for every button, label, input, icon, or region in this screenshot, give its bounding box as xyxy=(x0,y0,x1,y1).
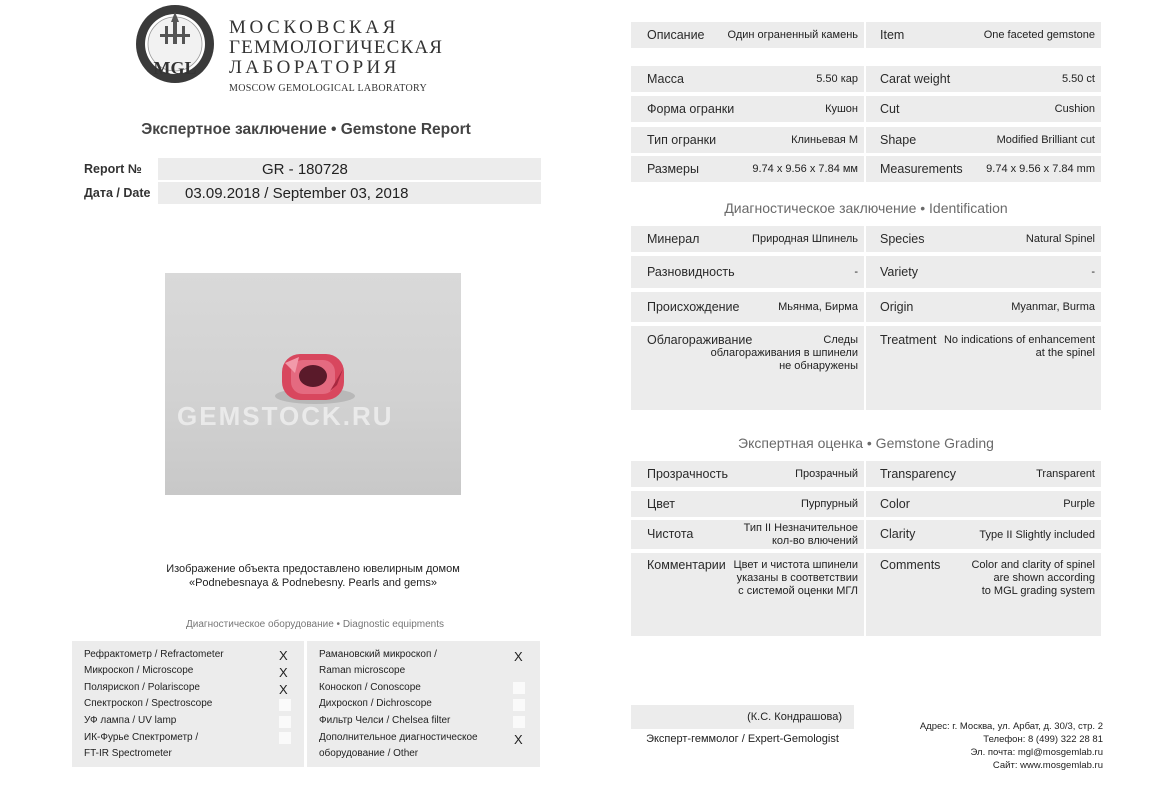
equipment-check: X xyxy=(279,682,288,697)
lab-name-ru-3: ЛАБОРАТОРИЯ xyxy=(229,57,400,78)
comments-en-label: Comments xyxy=(880,558,941,572)
property-en-value: Cushion xyxy=(1054,103,1095,115)
equipment-checkbox xyxy=(279,732,291,744)
equipment-checkbox xyxy=(279,699,291,711)
property-en-value: 5.50 ct xyxy=(1061,73,1095,85)
description-ru-label: Описание xyxy=(647,28,705,42)
grading-ru-row xyxy=(631,461,864,487)
identification-ru-value: - xyxy=(854,266,858,278)
identification-en-value: Myanmar, Burma xyxy=(1011,301,1095,313)
property-ru-label: Размеры xyxy=(647,162,699,176)
grading-ru-row xyxy=(631,491,864,517)
logo-text: MGL xyxy=(153,58,197,78)
equipment-label-2: FT-IR Spectrometer xyxy=(84,748,172,759)
photo-watermark: GEMSTOCK.RU xyxy=(177,401,394,431)
identification-en-label: Origin xyxy=(880,300,914,314)
gemstone-photo xyxy=(165,273,461,495)
equipment-check: X xyxy=(279,665,288,680)
property-ru-label: Форма огранки xyxy=(647,102,735,116)
grading-en-value: Transparent xyxy=(1036,468,1095,480)
treatment-en-value-2: at the spinel xyxy=(1035,347,1095,359)
lab-name-ru-2: ГЕММОЛОГИЧЕСКАЯ xyxy=(229,37,444,58)
grading-en-row xyxy=(866,461,1101,487)
grading-ru-label: Прозрачность xyxy=(647,467,728,481)
property-en-value: 9.74 x 9.56 x 7.84 mm xyxy=(986,163,1095,175)
property-en-row xyxy=(866,96,1101,122)
contact-email: Эл. почта: mgl@mosgemlab.ru xyxy=(970,747,1103,758)
identification-en-row xyxy=(866,226,1101,252)
photo-caption-1: Изображение объекта предоставлено ювелирным домом xyxy=(166,563,460,575)
contact-address: Адрес: г. Москва, ул. Арбат, д. 30/3, стр. 2 xyxy=(919,721,1103,732)
lab-logo xyxy=(132,4,218,86)
identification-en-row xyxy=(866,256,1101,288)
treatment-en-value-1: No indications of enhancement xyxy=(943,334,1095,346)
grading-ru-value: Прозрачный xyxy=(795,468,858,480)
identification-en-label: Variety xyxy=(880,265,918,279)
treatment-ru-label: Облагораживание xyxy=(647,333,753,347)
identification-title: Диагностическое заключение • Identification xyxy=(724,200,1008,216)
grading-en-label: Transparency xyxy=(880,467,956,481)
equipment-label-2: Raman microscope xyxy=(319,665,406,676)
identification-ru-value: Мьянма, Бирма xyxy=(778,301,858,313)
report-number-label: Report № xyxy=(84,162,142,176)
identification-ru-value: Природная Шпинель xyxy=(752,233,858,245)
comments-en-value-1: Color and clarity of spinel xyxy=(971,559,1095,571)
clarity-ru-value-1: Тип II Незначительное xyxy=(743,522,858,534)
identification-ru-label: Происхождение xyxy=(647,300,740,314)
equipment-checkbox xyxy=(513,716,525,728)
property-ru-label: Масса xyxy=(647,72,684,86)
identification-en-value: Natural Spinel xyxy=(1025,233,1095,245)
equipment-label: ИК-Фурье Спектрометр / xyxy=(84,732,199,743)
equipment-label: Рамановский микроскоп / xyxy=(319,649,437,660)
equipment-check: X xyxy=(279,648,288,663)
equipment-label-2: оборудование / Other xyxy=(319,748,419,759)
treatment-ru-value-1: Следы xyxy=(823,334,858,346)
property-en-label: Cut xyxy=(880,102,900,116)
identification-en-row xyxy=(866,292,1101,322)
grading-en-label: Color xyxy=(880,497,910,511)
identification-ru-row xyxy=(631,226,864,252)
identification-en-label: Species xyxy=(880,232,925,246)
comments-ru-value-1: Цвет и чистота шпинели xyxy=(733,559,858,571)
comments-en-value-2: are shown according xyxy=(993,572,1095,584)
comments-ru-row xyxy=(631,553,864,636)
clarity-ru-row xyxy=(631,520,864,549)
treatment-en-label: Treatment xyxy=(880,333,937,347)
report-number-value: GR - 180728 xyxy=(262,161,348,178)
equipment-label: Коноскоп / Conoscope xyxy=(319,682,421,693)
identification-ru-row xyxy=(631,292,864,322)
clarity-ru-value-2: кол-во влючений xyxy=(771,535,858,547)
property-en-row xyxy=(866,156,1101,182)
equipment-label: Спектроскоп / Spectroscope xyxy=(84,698,213,709)
property-ru-label: Тип огранки xyxy=(647,133,717,147)
grading-ru-value: Пурпурный xyxy=(801,498,858,510)
signature-role: Эксперт-геммолог / Expert-Gemologist xyxy=(646,733,839,745)
equipment-label: Рефрактометр / Refractometer xyxy=(84,649,224,660)
comments-en-row xyxy=(866,553,1101,636)
description-en-row xyxy=(866,22,1101,48)
comments-en-value-3: to MGL grading system xyxy=(981,585,1095,597)
description-ru-row xyxy=(631,22,864,48)
description-en-label: Item xyxy=(880,28,905,42)
property-en-label: Carat weight xyxy=(880,72,951,86)
property-en-row xyxy=(866,66,1101,92)
grading-ru-label: Цвет xyxy=(647,497,676,511)
report-title: Экспертное заключение • Gemstone Report xyxy=(141,121,471,138)
property-en-row xyxy=(866,127,1101,153)
property-ru-value: Клиньевая М xyxy=(791,134,858,146)
identification-ru-row xyxy=(631,256,864,288)
property-ru-row xyxy=(631,66,864,92)
equipment-label: Микроскоп / Microscope xyxy=(84,665,194,676)
equipment-checkbox xyxy=(513,682,525,694)
property-ru-value: 9.74 x 9.56 x 7.84 мм xyxy=(752,163,858,175)
property-en-label: Shape xyxy=(880,133,917,147)
equipment-label: Полярископ / Polariscope xyxy=(84,682,200,693)
treatment-ru-value-3: не обнаружены xyxy=(779,360,858,372)
photo-caption-2: «Podnebesnaya & Podnebesny. Pearls and gems» xyxy=(188,577,438,589)
equipment-label: Дихроскоп / Dichroscope xyxy=(319,698,432,709)
property-en-value: Modified Brilliant cut xyxy=(996,134,1095,146)
equipment-checkbox xyxy=(279,716,291,728)
grading-title: Экспертная оценка • Gemstone Grading xyxy=(738,435,994,451)
equipment-label: УФ лампа / UV lamp xyxy=(84,715,177,726)
equipment-label: Дополнительное диагностическое xyxy=(319,732,478,743)
grading-en-value: Purple xyxy=(1063,498,1095,510)
signature-name: (К.С. Кондрашова) xyxy=(747,711,842,723)
equipment-label: Фильтр Челси / Chelsea filter xyxy=(319,715,451,726)
report-date-value: 03.09.2018 / September 03, 2018 xyxy=(185,185,409,202)
property-en-label: Measurements xyxy=(880,162,963,176)
description-en-value: One faceted gemstone xyxy=(983,29,1095,41)
description-ru-value: Один ограненный камень xyxy=(727,29,858,41)
clarity-ru-label: Чистота xyxy=(647,527,694,541)
clarity-en-row xyxy=(866,520,1101,549)
property-ru-row xyxy=(631,96,864,122)
treatment-ru-value-2: облагораживания в шпинели xyxy=(710,347,858,359)
lab-name-en: MOSCOW GEMOLOGICAL LABORATORY xyxy=(229,83,427,94)
clarity-en-label: Clarity xyxy=(880,527,916,541)
treatment-ru-row xyxy=(631,326,864,410)
equipment-check: X xyxy=(514,649,523,664)
report-date-label: Дата / Date xyxy=(84,186,151,200)
signature-box xyxy=(631,705,854,729)
report-date-field xyxy=(158,182,541,204)
comments-ru-value-3: с системой оценки МГЛ xyxy=(738,585,858,597)
report-number-field xyxy=(158,158,541,180)
contact-phone: Телефон: 8 (499) 322 28 81 xyxy=(983,734,1103,745)
property-ru-row xyxy=(631,127,864,153)
contact-site: Сайт: www.mosgemlab.ru xyxy=(992,760,1103,771)
comments-ru-label: Комментарии xyxy=(647,558,726,572)
equipment-check: X xyxy=(514,732,523,747)
property-ru-value: 5.50 кар xyxy=(816,73,858,85)
lab-name-ru-1: МОСКОВСКАЯ xyxy=(229,17,399,38)
treatment-en-row xyxy=(866,326,1101,410)
property-ru-value: Кушон xyxy=(825,103,858,115)
clarity-en-value: Type II Slightly included xyxy=(979,529,1095,541)
identification-ru-label: Разновидность xyxy=(647,265,735,279)
equipment-title: Диагностическое оборудование • Diagnostic equipments xyxy=(186,619,444,630)
comments-ru-value-2: указаны в соответствии xyxy=(736,572,858,584)
identification-ru-label: Минерал xyxy=(647,232,700,246)
grading-en-row xyxy=(866,491,1101,517)
property-ru-row xyxy=(631,156,864,182)
equipment-checkbox xyxy=(513,699,525,711)
identification-en-value: - xyxy=(1091,266,1095,278)
